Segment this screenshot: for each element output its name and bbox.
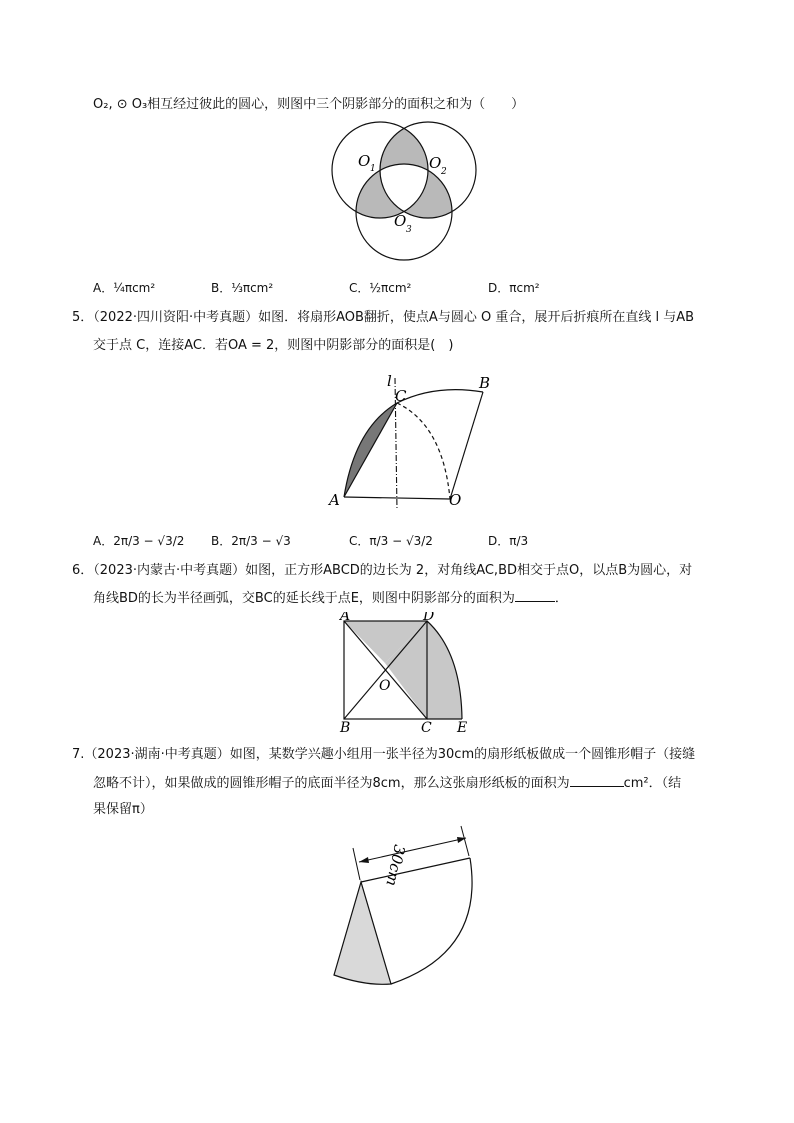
label-l: l: [387, 372, 392, 390]
q4-question-text: O₂, ⊙ O₃相互经过彼此的圆心，则图中三个阴影部分的面积之和为（ ）: [93, 97, 525, 112]
q5-sector-fold-figure: [325, 370, 500, 514]
q4-option-c[interactable]: C．½πcm²: [349, 281, 412, 295]
label-o3: O: [394, 212, 407, 230]
q7-question-line3: 果保留π）: [93, 802, 153, 817]
q7-answer-blank[interactable]: [570, 774, 624, 787]
label-e: E: [457, 720, 468, 734]
label-o2-sub: 2: [441, 167, 447, 177]
q5-option-a[interactable]: A．2π/3 − √3/2: [93, 534, 185, 548]
q7-line2-text: 忽略不计），如果做成的圆锥形帽子的底面半径为8cm，那么这张扇形纸板的面积为: [93, 776, 570, 791]
label-b: B: [340, 720, 351, 734]
q4-option-a[interactable]: A．¼πcm²: [93, 281, 156, 295]
q5-option-c[interactable]: C．π/3 − √3/2: [349, 534, 433, 548]
label-a: A: [329, 491, 340, 509]
q6-line2-end: ．: [554, 591, 568, 606]
q5-question-line2: 交于点 C，连接AC．若OA = 2，则图中阴影部分的面积是( ): [93, 338, 454, 353]
q5-option-d[interactable]: D．π/3: [488, 534, 529, 548]
label-o3-sub: 3: [406, 225, 412, 235]
q5-question-line1: 5．（2022·四川资阳·中考真题）如图．将扇形AOB翻折，使点A与圆心 O 重合，展开后折痕所在直线 l 与AB: [72, 310, 695, 325]
q7-line2-end: cm²．（结: [623, 776, 682, 791]
q4-option-d[interactable]: D．πcm²: [488, 281, 540, 295]
label-b: B: [479, 374, 491, 392]
label-a: A: [340, 612, 351, 624]
label-c: C: [395, 387, 407, 405]
label-o2: O: [429, 154, 442, 172]
q6-question-line1: 6．（2023·内蒙古·中考真题）如图，正方形ABCD的边长为 2，对角线AC,BD相交于点O，以点B为圆心，对: [72, 563, 693, 578]
q7-question-line1: 7.（2023·湖南·中考真题）如图，某数学兴趣小组用一张半径为30cm的扇形纸板做成一个圆锥形帽子（接缝: [72, 747, 696, 762]
q6-line2-text: 角线BD的长为半径画弧，交BC的延长线于点E，则图中阴影部分的面积为: [93, 591, 515, 606]
label-c: C: [421, 720, 432, 734]
q6-answer-blank[interactable]: [515, 589, 555, 602]
q6-question-line2: [93, 589, 568, 608]
q7-question-line2: [93, 774, 681, 793]
q6-square-arc-figure: [337, 612, 472, 738]
q5-option-b[interactable]: B．2π/3 − √3: [211, 534, 291, 548]
label-o: O: [379, 678, 391, 694]
q4-option-b[interactable]: B．⅓πcm²: [211, 281, 274, 295]
label-d: D: [423, 612, 435, 624]
label-o1-sub: 1: [370, 164, 376, 174]
label-o: O: [449, 491, 462, 509]
label-o1: O: [358, 152, 371, 170]
q4-three-circles-figure: [328, 118, 488, 272]
q7-sector-cone-figure: [325, 822, 485, 996]
dimension-label: 30cm: [382, 843, 409, 888]
